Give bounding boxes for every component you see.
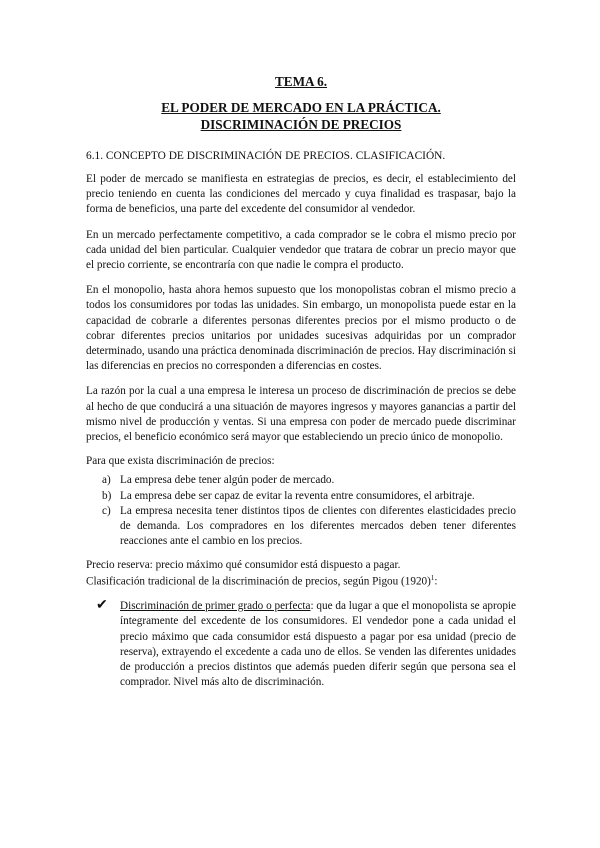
list-item-text: La empresa debe ser capaz de evitar la reventa entre consumidores, el arbitraje. — [120, 489, 475, 502]
first-degree-term: Discriminación de primer grado o perfecta — [120, 600, 311, 613]
classification-colon: : — [434, 576, 438, 589]
first-degree-text: : que da lugar a que el monopolista se apropie íntegramente del excedente de los consumidores. El vendedor pone a cada unidad el precio máximo que cada consumidor está dispuesto a pagar por esa unidad (precio de reserva), extrayendo el excedente a cada uno de ellos. Se venden las diferentes unidades de producción a precios distintos que además pueden diferir según que persona sea el comprador. Nivel más alto de discriminación. — [120, 600, 516, 689]
paragraph-monopoly: En el monopolio, hasta ahora hemos supuesto que los monopolistas cobran el mismo precio a todos los consumidores por todas las unidades. Sin embargo, un monopolista puede estar en la capacidad de cobrarle a diferentes personas diferentes precios por el mismo producto o de cobrar diferentes precios unitarios por unidades sucesivas adquiridas por un comprador determinado, usando una práctica denominada discriminación de precios. Hay discriminación si las diferencias en precios no corresponden a diferencias en costes. — [86, 284, 516, 373]
classification-text: Clasificación tradicional de la discriminación de precios, según Pigou (1920) — [86, 576, 431, 589]
topic-heading: TEMA 6. — [274, 74, 328, 89]
paragraph-reason: La razón por la cual a una empresa le interesa un proceso de discriminación de precios se debe al hecho de que conducirá a una situación de mayores ingresos y mayores ganancias a partir del mismo nivel de producción y ventas. Si una empresa con poder de mercado puede discriminar precios, el beneficio económico será mayor que estableciendo un precio único de monopolio. — [86, 385, 516, 444]
page-title-line2: DISCRIMINACIÓN DE PRECIOS — [200, 117, 402, 132]
list-item — [86, 473, 516, 488]
paragraph-perfect-competition: En un mercado perfectamente competitivo, a cada comprador se le cobra el mismo precio por cada unidad del bien particular. Cualquier vendedor que tratara de cobrar un precio mayor que el precio corriente, se encontraría con que nadie le compra el producto. — [86, 228, 516, 272]
classification-line — [86, 572, 516, 589]
list-marker: b) — [102, 489, 112, 502]
checkmark-icon: ✔ — [96, 598, 108, 614]
section-heading: 6.1. CONCEPTO DE DISCRIMINACIÓN DE PRECIOS. CLASIFICACIÓN. — [86, 150, 446, 162]
list-marker: c) — [102, 504, 111, 517]
page-title-line1: EL PODER DE MERCADO EN LA PRÁCTICA. — [161, 100, 441, 115]
reserve-price-definition: Precio reserva: precio máximo qué consumidor está dispuesto a pagar. — [86, 559, 401, 572]
list-item — [86, 489, 516, 504]
requirements-list — [86, 473, 516, 549]
document-page — [86, 0, 516, 690]
paragraph-conditions-intro: Para que exista discriminación de precios: — [86, 455, 275, 468]
list-item — [86, 504, 516, 550]
list-item-text: La empresa necesita tener distintos tipos de clientes con diferentes elasticidades precio de demanda. Los compradores en los diferentes mercados deben tener diferentes reacciones ante el cambio en los precios. — [120, 504, 516, 548]
paragraph-market-power: El poder de mercado se manifiesta en estrategias de precios, es decir, el establecimiento del precio teniendo en cuenta las condiciones del mercado y cuya finalidad es traspasar, bajo la forma de beneficios, una parte del excedente del consumidor al vendedor. — [86, 173, 516, 216]
list-item-text: La empresa debe tener algún poder de mercado. — [120, 474, 335, 487]
first-degree-item — [86, 599, 516, 690]
footnote-marker: 1 — [430, 574, 435, 583]
list-marker: a) — [102, 474, 111, 487]
